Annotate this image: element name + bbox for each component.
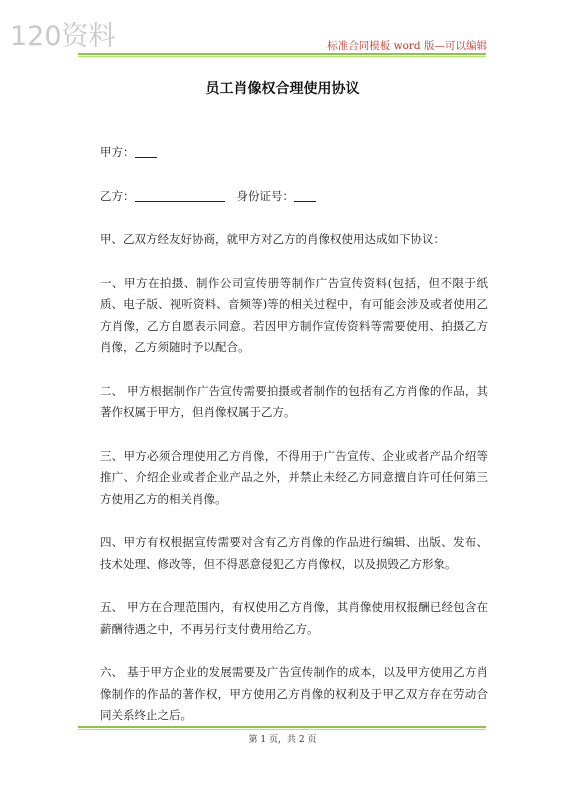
party-b-label: 乙方： — [100, 188, 135, 203]
document-title: 员工肖像权合理使用协议 — [205, 81, 360, 97]
header-rule-thin — [78, 56, 486, 57]
clause-1: 一、甲方在拍摄、制作公司宣传册等制作广告宣传资料(包括，但不限于纸质、电子版、视听资料、音频等)等的相关过程中，有可能会涉及或者使用乙方肖像，乙方自愿表示同意。若因甲方制作宣传资料等需要使用、拍摄乙方肖像，乙方须随时予以配合。 — [100, 275, 488, 354]
clause-3: 三、甲方必须合理使用乙方肖像，不得用于广告宣传、企业或者产品介绍等推广、介绍企业或者企业产品之外，并禁止未经乙方同意擅自许可任何第三方使用乙方的相关肖像。 — [100, 448, 488, 506]
intro-paragraph: 甲、乙双方经友好协商，就甲方对乙方的肖像权使用达成如下协议： — [100, 232, 445, 246]
document-body — [100, 142, 488, 727]
party-a-line — [100, 142, 488, 164]
page-number: 第 1 页，共 2 页 — [248, 735, 317, 745]
clause-4: 四、甲方有权根据宣传需要对含有乙方肖像的作品进行编辑、出版、发布、技术处理、修改等，但不得恶意侵犯乙方肖像权，以及损毁乙方形象。 — [100, 535, 488, 571]
party-b-blank — [135, 189, 225, 202]
clause-6: 六、 基于甲方企业的发展需要及广告宣传制作的成本，以及甲方使用乙方肖像制作的作品的著作权，甲方使用乙方肖像的权利及于甲乙双方存在劳动合同关系终止之后。 — [100, 665, 488, 722]
footer-rule — [78, 726, 486, 728]
header-note: 标准合同模板 word 版—可以编辑 — [327, 40, 487, 52]
clause-2: 二、 甲方根据制作广告宣传需要拍摄或者制作的包括有乙方肖像的作品，其著作权属于甲方，但肖像权属于乙方。 — [100, 383, 488, 419]
party-a-label: 甲方： — [100, 145, 135, 159]
party-a-blank — [135, 145, 157, 158]
party-b-line — [100, 186, 488, 208]
watermark-logo: 120资料 — [10, 21, 116, 52]
id-blank — [294, 189, 316, 202]
id-label: 身份证号： — [236, 188, 294, 203]
footer-rule-thin — [78, 729, 486, 730]
header-rule — [78, 53, 486, 55]
clause-5: 五、 甲方在合理范围内，有权使用乙方肖像，其肖像使用权报酬已经包含在薪酬待遇之中，不再另行支付费用给乙方。 — [100, 600, 488, 636]
